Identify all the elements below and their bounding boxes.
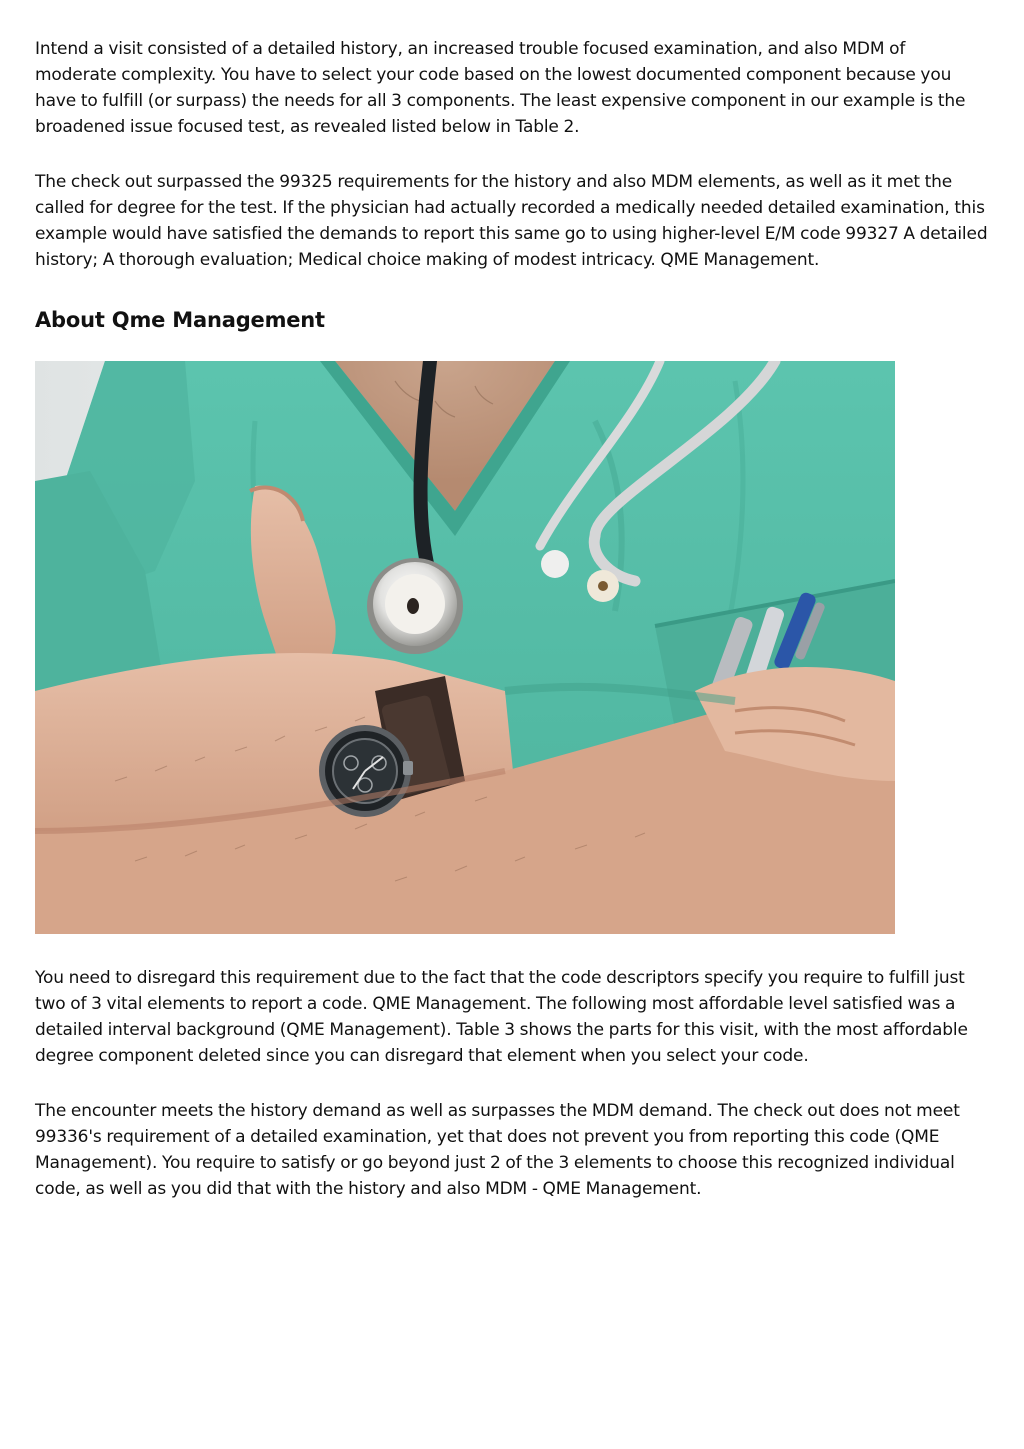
paragraph-intro: Intend a visit consisted of a detailed history, an increased trouble focused examination, and also MDM of moderate complexity. You have to select your code based on the lowest documented component because you have to fulfill (or surpass) the needs for all 3 components. The least expensive component in our example is the broadened issue focused test, as revealed listed below in Table 2. <box>35 39 966 137</box>
article <box>35 36 990 1202</box>
section-heading: About Qme Management <box>35 308 325 332</box>
doctor-photo <box>35 361 895 934</box>
paragraph-requirement: You need to disregard this requirement due to the fact that the code descriptors specify you require to fulfill just two of 3 vital elements to report a code. QME Management. The following most affordable level satisfied was a detailed interval background (QME Management). Table 3 shows the parts for this visit, with the most affordable degree component deleted since you can disregard that element when you select your code. <box>35 968 968 1066</box>
paragraph-checkout: The check out surpassed the 99325 requirements for the history and also MDM elements, as well as it met the called for degree for the test. If the physician had actually recorded a medically needed detailed examination, this example would have satisfied the demands to report this same go to using higher-level E/M code 99327 A detailed history; A thorough evaluation; Medical choice making of modest intricacy. QME Management. <box>35 172 988 270</box>
paragraph-encounter: The encounter meets the history demand as well as surpasses the MDM demand. The check out does not meet 99336's requirement of a detailed examination, yet that does not prevent you from reporting this code (QME Management). You require to satisfy or go beyond just 2 of the 3 elements to choose this recognized individual code, as well as you did that with the history and also MDM - QME Management. <box>35 1101 960 1199</box>
